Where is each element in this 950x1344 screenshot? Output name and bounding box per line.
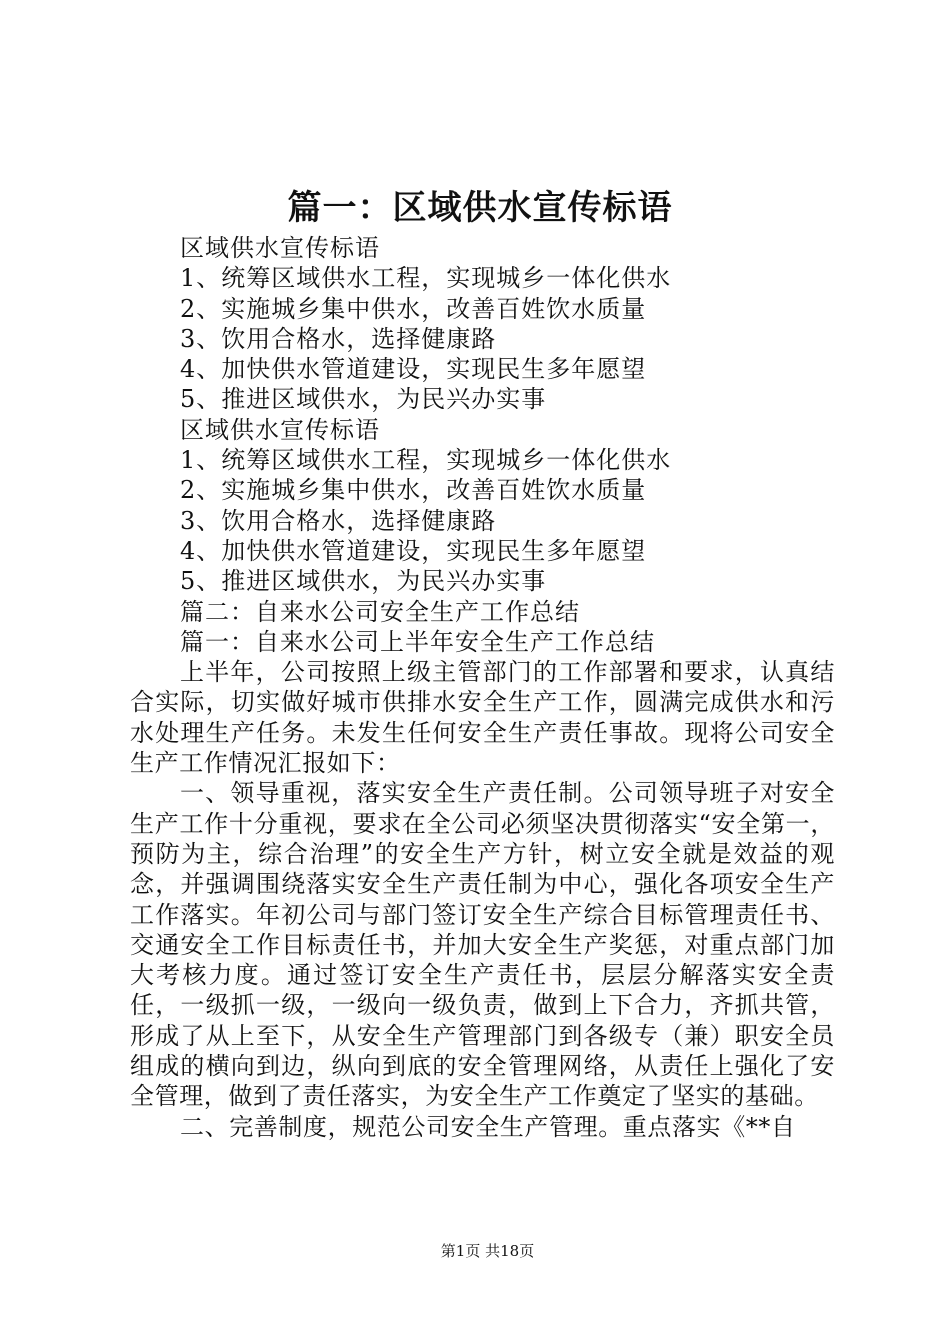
body-line: 区域供水宣传标语 [180,415,380,444]
body-line: 3、饮用合格水，选择健康路 [180,324,497,353]
body-line: 5、推进区域供水，为民兴办实事 [180,567,547,596]
page-footer: 第1页 共18页 [440,1242,535,1260]
body-paragraph: 二、完善制度，规范公司安全生产管理。重点落实《**自 [180,1112,796,1141]
body-line: 区域供水宣传标语 [180,234,380,262]
body-paragraph: 上半年，公司按照上级主管部门的工作部署和要求，认真结合实际，切实做好城市供排水安全生产工作，圆满完成供水和污水处理生产任务。未发生任何安全生产责任事故。现将公司安全生产工作情况汇报如下： [130,658,835,778]
body-line: 篇一：自来水公司上半年安全生产工作总结 [180,627,655,656]
body-line: 1、统筹区域供水工程，实现城乡一体化供水 [180,264,672,293]
body-paragraph: 一、领导重视，落实安全生产责任制。公司领导班子对安全生产工作十分重视，要求在全公司必须坚决贯彻落实“安全第一，预防为主，综合治理”的安全生产方针，树立安全就是效益的观念，并强调围绕落实安全生产责任制为中心，强化各项安全生产工作落实。年初公司与部门签订安全生产综合目标管理责任书、交通安全工作目标责任书，并加大安全生产奖惩，对重点部门加大考核力度。通过签订安全生产责任书，层层分解落实安全责任，一级抓一级，一级向一级负责，做到上下合力，齐抓共管，形成了从上至下，从安全生产管理部门到各级专（兼）职安全员组成的横向到边，纵向到底的安全管理网络，从责任上强化了安全管理，做到了责任落实，为安全生产工作奠定了坚实的基础。 [130,779,835,1111]
body-line: 2、实施城乡集中供水，改善百姓饮水质量 [180,294,647,323]
body-line: 4、加快供水管道建设，实现民生多年愿望 [180,536,647,565]
body-line: 3、饮用合格水，选择健康路 [180,506,497,535]
document-title: 篇一：区域供水宣传标语 [287,188,673,228]
body-line: 4、加快供水管道建设，实现民生多年愿望 [180,355,647,384]
body-line: 2、实施城乡集中供水，改善百姓饮水质量 [180,476,647,505]
body-line: 1、统筹区域供水工程，实现城乡一体化供水 [180,446,672,475]
body-line: 5、推进区域供水，为民兴办实事 [180,385,547,414]
body-line: 篇二：自来水公司安全生产工作总结 [180,597,580,626]
document-body [130,233,835,1142]
